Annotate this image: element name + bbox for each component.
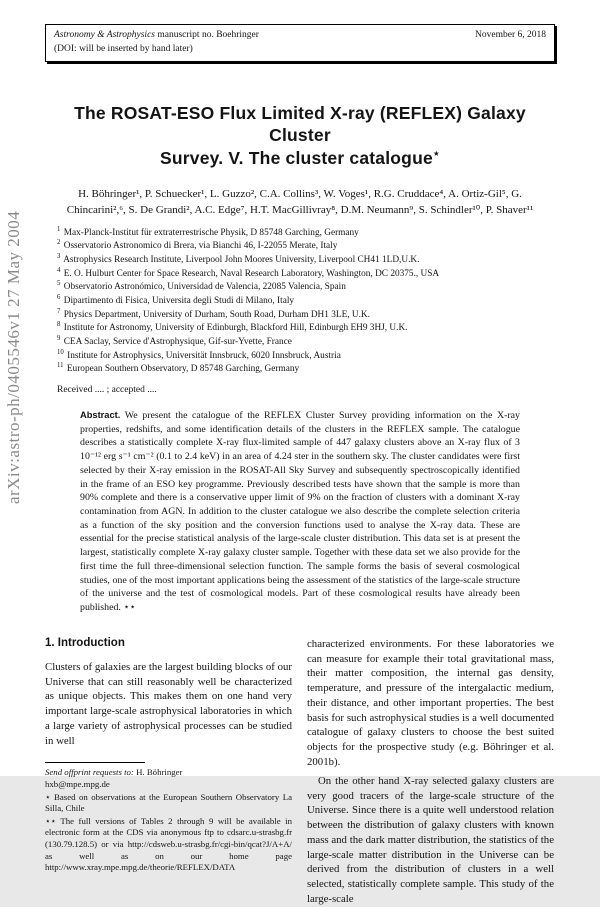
affiliation-item: $^9$ CEA Saclay, Service d'Astrophysique, Gif-sur-Yvette, France (57, 335, 292, 348)
affiliation-item: $^{11}$ European Southern Observatory, D 85748 Garching, Germany (57, 362, 300, 375)
page-content (45, 24, 555, 907)
contact-email: hxb@mpe.mpg.de (45, 779, 110, 790)
author-list: H. Böhringer¹, P. Schuecker¹, L. Guzzo², C.A. Collins³, W. Voges¹, R.G. Cruddace⁴, A. Ortiz-Gil⁵, G. Chincarini²,⁶, S. De Grandi², A.C. Edge⁷, H.T. MacGillivray⁸, D.M. Neumann⁹, S. Schindler¹⁰, P. Shaver¹¹ (66, 187, 534, 217)
manuscript-line (54, 28, 259, 42)
offprint-label: Send offprint requests to: (45, 767, 134, 778)
arxiv-identifier-watermark: arXiv:astro-ph/0405546v1 27 May 2004 (4, 210, 23, 504)
affiliation-item: $^2$ Osservatorio Astronomico di Brera, via Bianchi 46, I-22055 Merate, Italy (57, 239, 338, 252)
doi-line: (DOI: will be inserted by hand later) (54, 44, 193, 55)
journal-name: Astronomy & Astrophysics (54, 30, 155, 40)
affiliation-list (45, 226, 555, 376)
right-column-paragraph-1: characterized environments. For these laboratories we can measure for example their total gravitational mass, their matter composition, the internal gas density, temperature, and pressure of the intergalactic medium, their distance, and other important properties. The best basis for such astrophysical studies is a well documented catalogue of galaxy clusters to choose the best suited objects for the prospective study (e.g. Böhringer et al. 2001b). (307, 637, 554, 768)
footnote-rule (45, 762, 145, 763)
affiliation-item: $^4$ E. O. Hulburt Center for Space Research, Naval Research Laboratory, Washington, DC 20375., USA (57, 266, 440, 279)
header-date: November 6, 2018 (475, 30, 546, 40)
paper-title-line1: The ROSAT-ESO Flux Limited X-ray (REFLEX) Galaxy Cluster (74, 102, 526, 146)
affiliation-item: $^6$ Dipartimento di Fisica, Universita degli Studi di Milano, Italy (57, 294, 295, 307)
offprint-request-note (45, 767, 292, 790)
right-column (307, 637, 554, 907)
section-heading-introduction: 1. Introduction (45, 636, 125, 649)
affiliation-item: $^{10}$ Institute for Astrophysics, Universität Innsbruck, 6020 Innsbruck, Austria (57, 348, 341, 361)
paper-title-line2: Survey. V. The cluster catalogue (160, 148, 433, 168)
manuscript-header-box (45, 24, 555, 62)
abstract-label: Abstract. (80, 409, 121, 420)
offprint-value: H. Böhringer (136, 767, 183, 778)
manuscript-note: manuscript no. Boehringer (154, 30, 259, 40)
double-star-footnote: ⋆⋆ The full versions of Tables 2 through 9 will be available in electronic form at the CDS via anonymous ftp to cdsarc.u-strasbg.fr (130.79.128.5) or via http://cdsweb.u-strasbg.fr/cgi-bin/qcat?J/A+A/ as well as on our home page http://www.xray.mpe.mpg.de/theorie/REFLEX/DATA (45, 815, 292, 873)
affiliation-item: $^8$ Institute for Astronomy, University of Edinburgh, Blackford Hill, Edinburgh EH9 3HJ, U.K. (57, 321, 408, 334)
footnote-block (45, 762, 292, 873)
left-column (45, 637, 292, 907)
star-footnote: ⋆ Based on observations at the European Southern Observatory La Silla, Chile (45, 791, 292, 814)
received-accepted-line: Received .... ; accepted .... (57, 384, 157, 395)
right-column-paragraph-2: On the other hand X-ray selected galaxy clusters are very good tracers of the large-scale structure of the Universe. Since there is a quite well understood relation between the distribution of galaxy clusters with known mass and the dark matter distribution, the statistics of the large-scale matter distribution in the Universe can be derived from the distribution of clusters in a well selected, statistically complete sample. This study of the large-scale (307, 774, 554, 906)
affiliation-item: $^3$ Astrophysics Research Institute, Liverpool John Moores University, Liverpool CH41 1LD,U.K. (57, 253, 420, 266)
title-footnote-mark: ⋆ (432, 148, 440, 161)
two-column-body (45, 637, 555, 907)
affiliation-item: $^1$ Max-Planck-Institut für extraterrestrische Physik, D 85748 Garching, Germany (57, 225, 359, 238)
affiliation-item: $^7$ Physics Department, University of Durham, South Road, Durham DH1 3LE, U.K. (57, 307, 370, 320)
paper-title (45, 102, 555, 170)
introduction-paragraph: Clusters of galaxies are the largest building blocks of our Universe that can still reasonably well be characterized as unique objects. This makes them on one hand very important large-scale astrophysical laboratories in which a large variety of astrophysical processes can be studied in well (45, 660, 292, 747)
abstract-text: We present the catalogue of the REFLEX Cluster Survey providing information on the X-ray properties, redshifts, and some identification details of the clusters in the REFLEX sample. The catalogue describes a statistically complete X-ray flux-limited sample of 447 galaxy clusters above an X-ray flux of 3 10⁻¹² erg s⁻¹ cm⁻² (0.1 to 2.4 keV) in an area of 4.24 ster in the southern sky. The cluster candidates were first selected by their X-ray emission in the ROSAT-All Sky Survey and subsequently spectroscopically identified in the frame of an ESO key programme. Previously described tests have shown that the sample is more than 90% complete and there is a conservative upper limit of 9% on the fraction of clusters with a dominant X-ray contamination from AGN. In addition to the cluster catalogue we also describe the complete selection criteria as a function of the sky position and the conversion functions used to analyse the X-ray data. These are essential for the precise statistical analysis of the large-scale cluster distribution. This data set is at present the largest, statistically complete X-ray galaxy cluster sample. Together with these data set we also provide for the first time the full three-dimensional selection function. The sample forms the basis of several cosmological studies, one of the most important applications being the assessment of the statistics of the large-scale structure of the universe and the test of cosmological models. Part of these cosmological results have already been published. ⋆⋆ (80, 409, 520, 614)
abstract (45, 409, 555, 615)
affiliation-item: $^5$ Observatorio Astronómico, Universidad de Valencia, 22085 Valencia, Spain (57, 280, 346, 293)
